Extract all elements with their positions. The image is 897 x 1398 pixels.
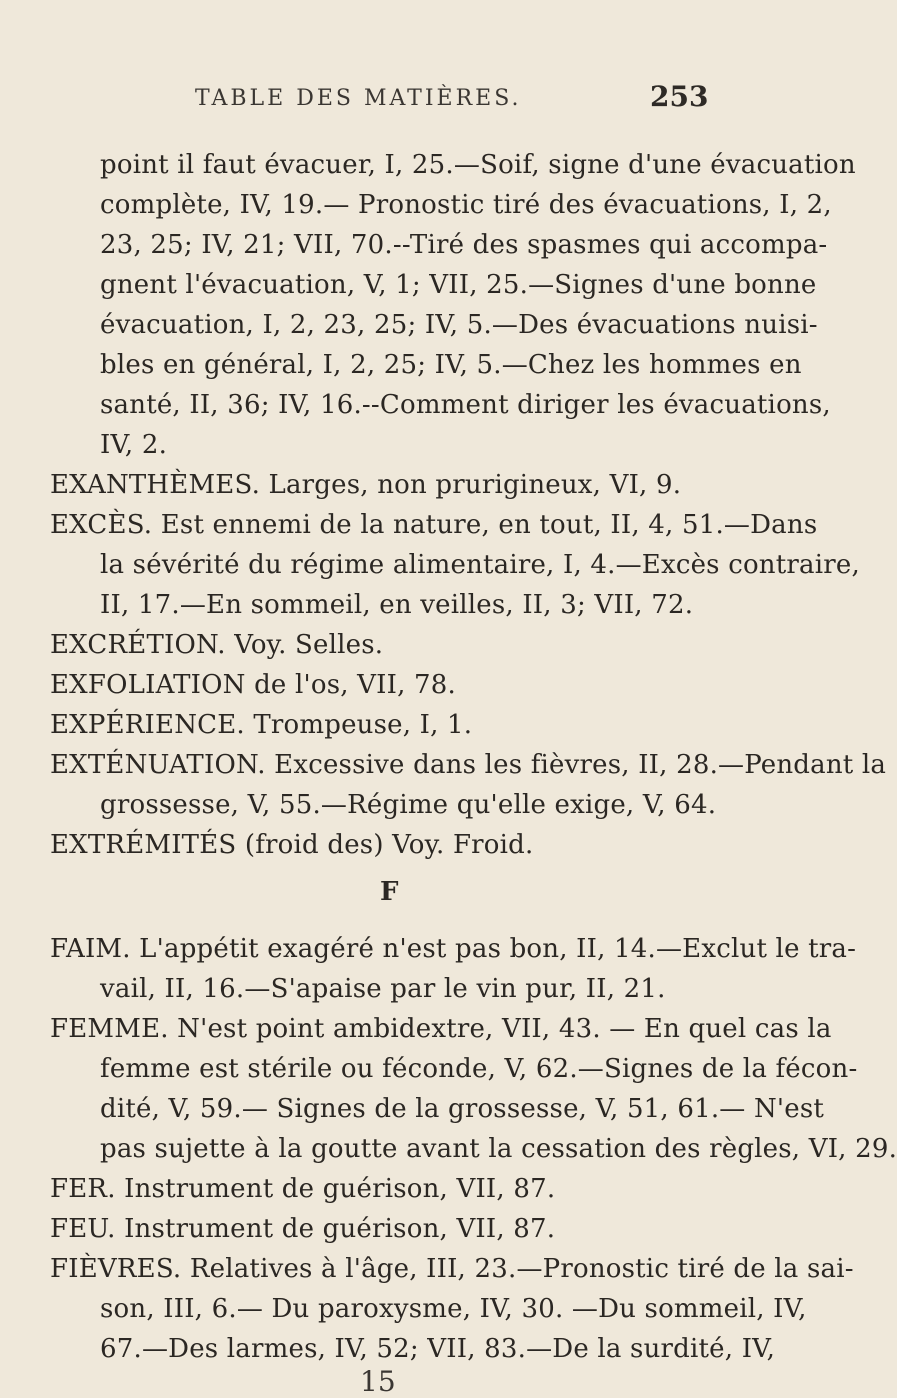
- page-header: [0, 78, 800, 118]
- text-line: son, III, 6.— Du paroxysme, IV, 30. —Du sommeil, IV,: [100, 1294, 807, 1324]
- text-line: grossesse, V, 55.—Régime qu'elle exige, V, 64.: [100, 790, 717, 820]
- text-line: FEU. Instrument de guérison, VII, 87.: [50, 1214, 556, 1244]
- page-number: 253: [650, 80, 709, 113]
- running-title: TABLE DES MATIÈRES.: [195, 86, 522, 111]
- text-line: évacuation, I, 2, 23, 25; IV, 5.—Des évacuations nuisi-: [100, 310, 818, 340]
- text-line: dité, V, 59.— Signes de la grossesse, V, 51, 61.— N'est: [100, 1094, 825, 1124]
- text-line: EXPÉRIENCE. Trompeuse, I, 1.: [50, 710, 473, 740]
- index-entry-faim: [50, 929, 857, 1009]
- index-entry-exanthemes: [50, 465, 770, 505]
- text-line: EXFOLIATION de l'os, VII, 78.: [50, 670, 456, 700]
- text-line: EXTÉNUATION. Excessive dans les fièvres, II, 28.—Pendant la: [50, 750, 887, 780]
- section-letter: F: [380, 877, 399, 907]
- index-entry-experience: [50, 705, 770, 745]
- text-line: femme est stérile ou féconde, V, 62.—Signes de la fécon-: [100, 1054, 858, 1084]
- text-line: gnent l'évacuation, V, 1; VII, 25.—Signes d'une bonne: [100, 270, 817, 300]
- text-line: EXCRÉTION. Voy. Selles.: [50, 630, 384, 660]
- index-entry-extremites: [50, 825, 770, 865]
- index-entry-exfoliation: [50, 665, 770, 705]
- index-entry-fievres: [50, 1249, 854, 1369]
- text-line: 23, 25; IV, 21; VII, 70.--Tiré des spasmes qui accompa-: [100, 230, 828, 260]
- index-entry-extenuation: [50, 745, 887, 825]
- index-entry-excretion: [50, 625, 770, 665]
- continuation-paragraph: [100, 145, 856, 465]
- text-line: bles en général, I, 2, 25; IV, 5.—Chez les hommes en: [100, 350, 802, 380]
- text-line: EXTRÉMITÉS (froid des) Voy. Froid.: [50, 830, 534, 860]
- text-line: EXCÈS. Est ennemi de la nature, en tout, II, 4, 51.—Dans: [50, 510, 818, 540]
- index-entry-fer: [50, 1169, 770, 1209]
- text-line: complète, IV, 19.— Pronostic tiré des évacuations, I, 2,: [100, 190, 832, 220]
- index-entry-femme: [50, 1009, 897, 1169]
- text-line: EXANTHÈMES. Larges, non prurigineux, VI, 9.: [50, 470, 682, 500]
- text-line: la sévérité du régime alimentaire, I, 4.—Excès contraire,: [100, 550, 860, 580]
- text-line: point il faut évacuer, I, 25.—Soif, signe d'une évacuation: [100, 150, 856, 180]
- text-line: FER. Instrument de guérison, VII, 87.: [50, 1174, 556, 1204]
- signature-mark: 15: [360, 1365, 396, 1398]
- text-line: 67.—Des larmes, IV, 52; VII, 83.—De la surdité, IV,: [100, 1334, 776, 1364]
- index-entry-exces: [50, 505, 860, 625]
- index-entry-feu: [50, 1209, 770, 1249]
- text-line: IV, 2.: [100, 430, 168, 460]
- text-line: santé, II, 36; IV, 16.--Comment diriger les évacuations,: [100, 390, 831, 420]
- text-line: II, 17.—En sommeil, en veilles, II, 3; VII, 72.: [100, 590, 694, 620]
- text-line: FAIM. L'appétit exagéré n'est pas bon, II, 14.—Exclut le tra-: [50, 934, 857, 964]
- text-line: vail, II, 16.—S'apaise par le vin pur, II, 21.: [100, 974, 666, 1004]
- text-line: FIÈVRES. Relatives à l'âge, III, 23.—Pronostic tiré de la sai-: [50, 1254, 854, 1284]
- text-line: FEMME. N'est point ambidextre, VII, 43. — En quel cas la: [50, 1014, 832, 1044]
- text-line: pas sujette à la goutte avant la cessation des règles, VI, 29.: [100, 1134, 897, 1164]
